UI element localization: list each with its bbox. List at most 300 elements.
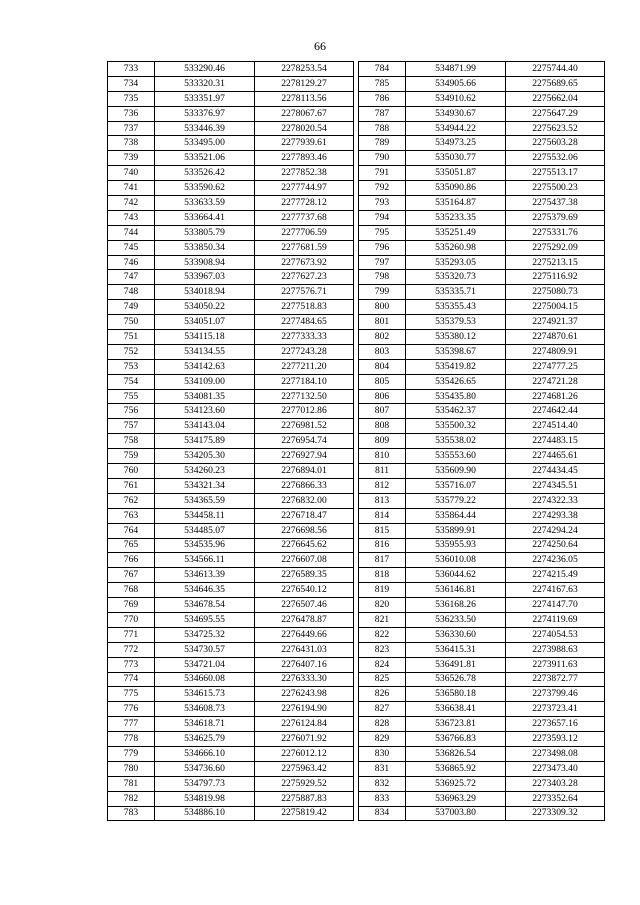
y-coordinate-cell: 2277852.38 — [255, 166, 354, 181]
table-row — [108, 210, 354, 225]
table-row — [359, 210, 605, 225]
y-coordinate-cell: 2276607.08 — [255, 553, 354, 568]
y-coordinate-cell: 2275819.42 — [255, 806, 354, 821]
point-number-cell: 755 — [108, 389, 155, 404]
x-coordinate-cell: 535164.87 — [406, 196, 506, 211]
x-coordinate-cell: 536044.62 — [406, 568, 506, 583]
point-number-cell: 747 — [108, 270, 155, 285]
table-row — [108, 225, 354, 240]
point-number-cell: 813 — [359, 493, 406, 508]
x-coordinate-cell: 535355.43 — [406, 300, 506, 315]
x-coordinate-cell: 534018.94 — [155, 285, 255, 300]
y-coordinate-cell: 2276981.52 — [255, 419, 354, 434]
table-row — [108, 91, 354, 106]
table-row — [359, 523, 605, 538]
point-number-cell: 766 — [108, 553, 155, 568]
table-row — [108, 255, 354, 270]
table-row — [359, 508, 605, 523]
y-coordinate-cell: 2276954.74 — [255, 434, 354, 449]
table-row — [108, 538, 354, 553]
table-row — [108, 612, 354, 627]
point-number-cell: 780 — [108, 761, 155, 776]
x-coordinate-cell: 534134.55 — [155, 344, 255, 359]
table-row — [108, 330, 354, 345]
x-coordinate-cell: 535260.98 — [406, 240, 506, 255]
x-coordinate-cell: 533850.34 — [155, 240, 255, 255]
point-number-cell: 778 — [108, 732, 155, 747]
table-row — [359, 717, 605, 732]
point-number-cell: 744 — [108, 225, 155, 240]
point-number-cell: 765 — [108, 538, 155, 553]
x-coordinate-cell: 534666.10 — [155, 746, 255, 761]
point-number-cell: 784 — [359, 62, 406, 77]
point-number-cell: 757 — [108, 419, 155, 434]
x-coordinate-cell: 533521.06 — [155, 151, 255, 166]
x-coordinate-cell: 533908.94 — [155, 255, 255, 270]
y-coordinate-cell: 2273723.41 — [506, 702, 605, 717]
point-number-cell: 799 — [359, 285, 406, 300]
table-row — [359, 225, 605, 240]
table-row — [359, 76, 605, 91]
point-number-cell: 804 — [359, 359, 406, 374]
y-coordinate-cell: 2277243.28 — [255, 344, 354, 359]
point-number-cell: 814 — [359, 508, 406, 523]
y-coordinate-cell: 2278253.54 — [255, 62, 354, 77]
x-coordinate-cell: 534321.34 — [155, 478, 255, 493]
x-coordinate-cell: 534819.98 — [155, 791, 255, 806]
table-row — [108, 806, 354, 821]
x-coordinate-cell: 534613.39 — [155, 568, 255, 583]
point-number-cell: 798 — [359, 270, 406, 285]
point-number-cell: 768 — [108, 583, 155, 598]
y-coordinate-cell: 2277012.86 — [255, 404, 354, 419]
point-number-cell: 830 — [359, 746, 406, 761]
table-row — [359, 493, 605, 508]
table-row — [108, 642, 354, 657]
y-coordinate-cell: 2276124.84 — [255, 717, 354, 732]
table-row — [108, 687, 354, 702]
y-coordinate-cell: 2273872.77 — [506, 672, 605, 687]
y-coordinate-cell: 2276478.87 — [255, 612, 354, 627]
table-row — [108, 76, 354, 91]
y-coordinate-cell: 2275331.76 — [506, 225, 605, 240]
point-number-cell: 821 — [359, 612, 406, 627]
x-coordinate-cell: 534646.35 — [155, 583, 255, 598]
y-coordinate-cell: 2277132.50 — [255, 389, 354, 404]
x-coordinate-cell: 534115.18 — [155, 330, 255, 345]
x-coordinate-cell: 536168.26 — [406, 598, 506, 613]
table-row — [108, 270, 354, 285]
y-coordinate-cell: 2276243.98 — [255, 687, 354, 702]
point-number-cell: 802 — [359, 330, 406, 345]
point-number-cell: 772 — [108, 642, 155, 657]
point-number-cell: 826 — [359, 687, 406, 702]
x-coordinate-cell: 533633.59 — [155, 196, 255, 211]
point-number-cell: 746 — [108, 255, 155, 270]
y-coordinate-cell: 2274054.53 — [506, 627, 605, 642]
y-coordinate-cell: 2274322.33 — [506, 493, 605, 508]
x-coordinate-cell: 533376.97 — [155, 106, 255, 121]
table-row — [108, 493, 354, 508]
table-row — [359, 612, 605, 627]
y-coordinate-cell: 2275513.17 — [506, 166, 605, 181]
x-coordinate-cell: 536010.08 — [406, 553, 506, 568]
table-row — [359, 121, 605, 136]
point-number-cell: 808 — [359, 419, 406, 434]
point-number-cell: 800 — [359, 300, 406, 315]
point-number-cell: 743 — [108, 210, 155, 225]
point-number-cell: 737 — [108, 121, 155, 136]
x-coordinate-cell: 536826.54 — [406, 746, 506, 761]
x-coordinate-cell: 535398.67 — [406, 344, 506, 359]
point-number-cell: 740 — [108, 166, 155, 181]
y-coordinate-cell: 2277184.10 — [255, 374, 354, 389]
table-body — [108, 62, 354, 821]
point-number-cell: 759 — [108, 449, 155, 464]
y-coordinate-cell: 2276194.90 — [255, 702, 354, 717]
table-row — [359, 359, 605, 374]
x-coordinate-cell: 534625.79 — [155, 732, 255, 747]
y-coordinate-cell: 2275689.65 — [506, 76, 605, 91]
y-coordinate-cell: 2276927.94 — [255, 449, 354, 464]
y-coordinate-cell: 2273309.32 — [506, 806, 605, 821]
y-coordinate-cell: 2278020.54 — [255, 121, 354, 136]
x-coordinate-cell: 534535.96 — [155, 538, 255, 553]
table-row — [108, 776, 354, 791]
x-coordinate-cell: 534260.23 — [155, 464, 255, 479]
y-coordinate-cell: 2275744.40 — [506, 62, 605, 77]
x-coordinate-cell: 534730.57 — [155, 642, 255, 657]
table-row — [359, 255, 605, 270]
table-row — [359, 285, 605, 300]
page-number: 66 — [314, 39, 326, 53]
table-row — [359, 568, 605, 583]
y-coordinate-cell: 2273799.46 — [506, 687, 605, 702]
y-coordinate-cell: 2273593.12 — [506, 732, 605, 747]
table-row — [108, 300, 354, 315]
table-row — [108, 62, 354, 77]
point-number-cell: 764 — [108, 523, 155, 538]
x-coordinate-cell: 534695.55 — [155, 612, 255, 627]
point-number-cell: 756 — [108, 404, 155, 419]
point-number-cell: 749 — [108, 300, 155, 315]
table-row — [359, 538, 605, 553]
point-number-cell: 810 — [359, 449, 406, 464]
x-coordinate-cell: 535335.71 — [406, 285, 506, 300]
point-number-cell: 748 — [108, 285, 155, 300]
table-row — [359, 374, 605, 389]
y-coordinate-cell: 2274119.69 — [506, 612, 605, 627]
table-row — [359, 166, 605, 181]
x-coordinate-cell: 535864.44 — [406, 508, 506, 523]
y-coordinate-cell: 2274236.05 — [506, 553, 605, 568]
x-coordinate-cell: 535553.60 — [406, 449, 506, 464]
x-coordinate-cell: 535379.53 — [406, 315, 506, 330]
x-coordinate-cell: 536723.81 — [406, 717, 506, 732]
point-number-cell: 816 — [359, 538, 406, 553]
x-coordinate-cell: 535538.02 — [406, 434, 506, 449]
x-coordinate-cell: 535233.35 — [406, 210, 506, 225]
x-coordinate-cell: 534050.22 — [155, 300, 255, 315]
x-coordinate-cell: 533664.41 — [155, 210, 255, 225]
x-coordinate-cell: 535955.93 — [406, 538, 506, 553]
y-coordinate-cell: 2273498.08 — [506, 746, 605, 761]
y-coordinate-cell: 2277576.71 — [255, 285, 354, 300]
y-coordinate-cell: 2277518.83 — [255, 300, 354, 315]
y-coordinate-cell: 2277673.92 — [255, 255, 354, 270]
x-coordinate-cell: 533446.39 — [155, 121, 255, 136]
x-coordinate-cell: 536638.41 — [406, 702, 506, 717]
point-number-cell: 758 — [108, 434, 155, 449]
point-number-cell: 789 — [359, 136, 406, 151]
table-row — [108, 106, 354, 121]
table-row — [108, 374, 354, 389]
y-coordinate-cell: 2273988.63 — [506, 642, 605, 657]
point-number-cell: 779 — [108, 746, 155, 761]
table-row — [108, 240, 354, 255]
y-coordinate-cell: 2276540.12 — [255, 583, 354, 598]
y-coordinate-cell: 2277484.65 — [255, 315, 354, 330]
point-number-cell: 796 — [359, 240, 406, 255]
y-coordinate-cell: 2274514.40 — [506, 419, 605, 434]
table-row — [359, 761, 605, 776]
point-number-cell: 825 — [359, 672, 406, 687]
table-row — [359, 464, 605, 479]
table-row — [359, 806, 605, 821]
x-coordinate-cell: 535500.32 — [406, 419, 506, 434]
x-coordinate-cell: 534458.11 — [155, 508, 255, 523]
point-number-cell: 809 — [359, 434, 406, 449]
point-number-cell: 776 — [108, 702, 155, 717]
x-coordinate-cell: 534886.10 — [155, 806, 255, 821]
table-row — [108, 598, 354, 613]
x-coordinate-cell: 535716.07 — [406, 478, 506, 493]
x-coordinate-cell: 535779.22 — [406, 493, 506, 508]
x-coordinate-cell: 535380.12 — [406, 330, 506, 345]
x-coordinate-cell: 535609.90 — [406, 464, 506, 479]
point-number-cell: 782 — [108, 791, 155, 806]
x-coordinate-cell: 534725.32 — [155, 627, 255, 642]
y-coordinate-cell: 2277939.61 — [255, 136, 354, 151]
x-coordinate-cell: 533495.00 — [155, 136, 255, 151]
x-coordinate-cell: 534175.89 — [155, 434, 255, 449]
x-coordinate-cell: 533351.97 — [155, 91, 255, 106]
table-row — [108, 761, 354, 776]
table-row — [359, 449, 605, 464]
table-row — [108, 136, 354, 151]
x-coordinate-cell: 535320.73 — [406, 270, 506, 285]
y-coordinate-cell: 2274721.28 — [506, 374, 605, 389]
point-number-cell: 753 — [108, 359, 155, 374]
y-coordinate-cell: 2277627.23 — [255, 270, 354, 285]
y-coordinate-cell: 2275080.73 — [506, 285, 605, 300]
table-row — [359, 583, 605, 598]
table-row — [108, 702, 354, 717]
x-coordinate-cell: 534618.71 — [155, 717, 255, 732]
table-row — [359, 344, 605, 359]
y-coordinate-cell: 2276071.92 — [255, 732, 354, 747]
point-number-cell: 834 — [359, 806, 406, 821]
y-coordinate-cell: 2274294.24 — [506, 523, 605, 538]
y-coordinate-cell: 2275662.04 — [506, 91, 605, 106]
table-row — [359, 151, 605, 166]
table-row — [108, 389, 354, 404]
y-coordinate-cell: 2274147.70 — [506, 598, 605, 613]
x-coordinate-cell: 534871.99 — [406, 62, 506, 77]
x-coordinate-cell: 535435.80 — [406, 389, 506, 404]
table-row — [359, 732, 605, 747]
table-row — [108, 404, 354, 419]
point-number-cell: 791 — [359, 166, 406, 181]
point-number-cell: 803 — [359, 344, 406, 359]
table-row — [108, 151, 354, 166]
point-number-cell: 786 — [359, 91, 406, 106]
point-number-cell: 812 — [359, 478, 406, 493]
y-coordinate-cell: 2274465.61 — [506, 449, 605, 464]
table-row — [108, 344, 354, 359]
table-row — [359, 389, 605, 404]
point-number-cell: 833 — [359, 791, 406, 806]
point-number-cell: 787 — [359, 106, 406, 121]
point-number-cell: 806 — [359, 389, 406, 404]
coordinates-table-left — [107, 61, 354, 821]
table-row — [359, 687, 605, 702]
point-number-cell: 790 — [359, 151, 406, 166]
y-coordinate-cell: 2276407.16 — [255, 657, 354, 672]
table-row — [359, 434, 605, 449]
point-number-cell: 760 — [108, 464, 155, 479]
x-coordinate-cell: 534736.60 — [155, 761, 255, 776]
y-coordinate-cell: 2278067.67 — [255, 106, 354, 121]
point-number-cell: 741 — [108, 181, 155, 196]
point-number-cell: 801 — [359, 315, 406, 330]
x-coordinate-cell: 534143.04 — [155, 419, 255, 434]
point-number-cell: 767 — [108, 568, 155, 583]
table-row — [359, 136, 605, 151]
y-coordinate-cell: 2278129.27 — [255, 76, 354, 91]
x-coordinate-cell: 534973.25 — [406, 136, 506, 151]
table-row — [108, 285, 354, 300]
point-number-cell: 736 — [108, 106, 155, 121]
point-number-cell: 824 — [359, 657, 406, 672]
point-number-cell: 761 — [108, 478, 155, 493]
table-row — [108, 166, 354, 181]
y-coordinate-cell: 2276589.35 — [255, 568, 354, 583]
x-coordinate-cell: 535030.77 — [406, 151, 506, 166]
point-number-cell: 754 — [108, 374, 155, 389]
x-coordinate-cell: 534051.07 — [155, 315, 255, 330]
y-coordinate-cell: 2274870.61 — [506, 330, 605, 345]
point-number-cell: 820 — [359, 598, 406, 613]
table-row — [108, 553, 354, 568]
x-coordinate-cell: 536146.81 — [406, 583, 506, 598]
table-row — [359, 240, 605, 255]
table-row — [108, 121, 354, 136]
y-coordinate-cell: 2277333.33 — [255, 330, 354, 345]
y-coordinate-cell: 2276832.00 — [255, 493, 354, 508]
y-coordinate-cell: 2273911.63 — [506, 657, 605, 672]
table-row — [359, 657, 605, 672]
y-coordinate-cell: 2276012.12 — [255, 746, 354, 761]
point-number-cell: 738 — [108, 136, 155, 151]
y-coordinate-cell: 2274293.38 — [506, 508, 605, 523]
coordinates-table-right — [358, 61, 605, 821]
point-number-cell: 750 — [108, 315, 155, 330]
x-coordinate-cell: 533590.62 — [155, 181, 255, 196]
point-number-cell: 793 — [359, 196, 406, 211]
table-row — [359, 478, 605, 493]
x-coordinate-cell: 534365.59 — [155, 493, 255, 508]
y-coordinate-cell: 2277681.59 — [255, 240, 354, 255]
table-row — [359, 776, 605, 791]
y-coordinate-cell: 2275213.15 — [506, 255, 605, 270]
y-coordinate-cell: 2278113.56 — [255, 91, 354, 106]
point-number-cell: 745 — [108, 240, 155, 255]
point-number-cell: 805 — [359, 374, 406, 389]
y-coordinate-cell: 2274250.64 — [506, 538, 605, 553]
table-row — [108, 583, 354, 598]
table-row — [359, 598, 605, 613]
y-coordinate-cell: 2275004.15 — [506, 300, 605, 315]
x-coordinate-cell: 535899.91 — [406, 523, 506, 538]
y-coordinate-cell: 2275647.29 — [506, 106, 605, 121]
x-coordinate-cell: 536865.92 — [406, 761, 506, 776]
point-number-cell: 819 — [359, 583, 406, 598]
x-coordinate-cell: 533805.79 — [155, 225, 255, 240]
point-number-cell: 794 — [359, 210, 406, 225]
y-coordinate-cell: 2276718.47 — [255, 508, 354, 523]
point-number-cell: 742 — [108, 196, 155, 211]
point-number-cell: 770 — [108, 612, 155, 627]
point-number-cell: 752 — [108, 344, 155, 359]
y-coordinate-cell: 2276894.01 — [255, 464, 354, 479]
y-coordinate-cell: 2274777.25 — [506, 359, 605, 374]
x-coordinate-cell: 533967.03 — [155, 270, 255, 285]
x-coordinate-cell: 535462.37 — [406, 404, 506, 419]
table-row — [108, 478, 354, 493]
y-coordinate-cell: 2275500.23 — [506, 181, 605, 196]
point-number-cell: 733 — [108, 62, 155, 77]
y-coordinate-cell: 2274215.49 — [506, 568, 605, 583]
x-coordinate-cell: 534123.60 — [155, 404, 255, 419]
point-number-cell: 815 — [359, 523, 406, 538]
y-coordinate-cell: 2275532.06 — [506, 151, 605, 166]
y-coordinate-cell: 2276698.56 — [255, 523, 354, 538]
y-coordinate-cell: 2276866.33 — [255, 478, 354, 493]
table-row — [108, 359, 354, 374]
point-number-cell: 777 — [108, 717, 155, 732]
y-coordinate-cell: 2274345.51 — [506, 478, 605, 493]
point-number-cell: 769 — [108, 598, 155, 613]
table-row — [359, 62, 605, 77]
y-coordinate-cell: 2275623.52 — [506, 121, 605, 136]
y-coordinate-cell: 2273352.64 — [506, 791, 605, 806]
x-coordinate-cell: 536491.81 — [406, 657, 506, 672]
table-row — [108, 419, 354, 434]
table-row — [108, 508, 354, 523]
table-body — [359, 62, 605, 821]
x-coordinate-cell: 534930.67 — [406, 106, 506, 121]
table-row — [359, 106, 605, 121]
table-row — [108, 434, 354, 449]
point-number-cell: 792 — [359, 181, 406, 196]
table-row — [108, 315, 354, 330]
table-row — [359, 196, 605, 211]
y-coordinate-cell: 2273403.28 — [506, 776, 605, 791]
x-coordinate-cell: 536925.72 — [406, 776, 506, 791]
y-coordinate-cell: 2275379.69 — [506, 210, 605, 225]
y-coordinate-cell: 2277744.97 — [255, 181, 354, 196]
